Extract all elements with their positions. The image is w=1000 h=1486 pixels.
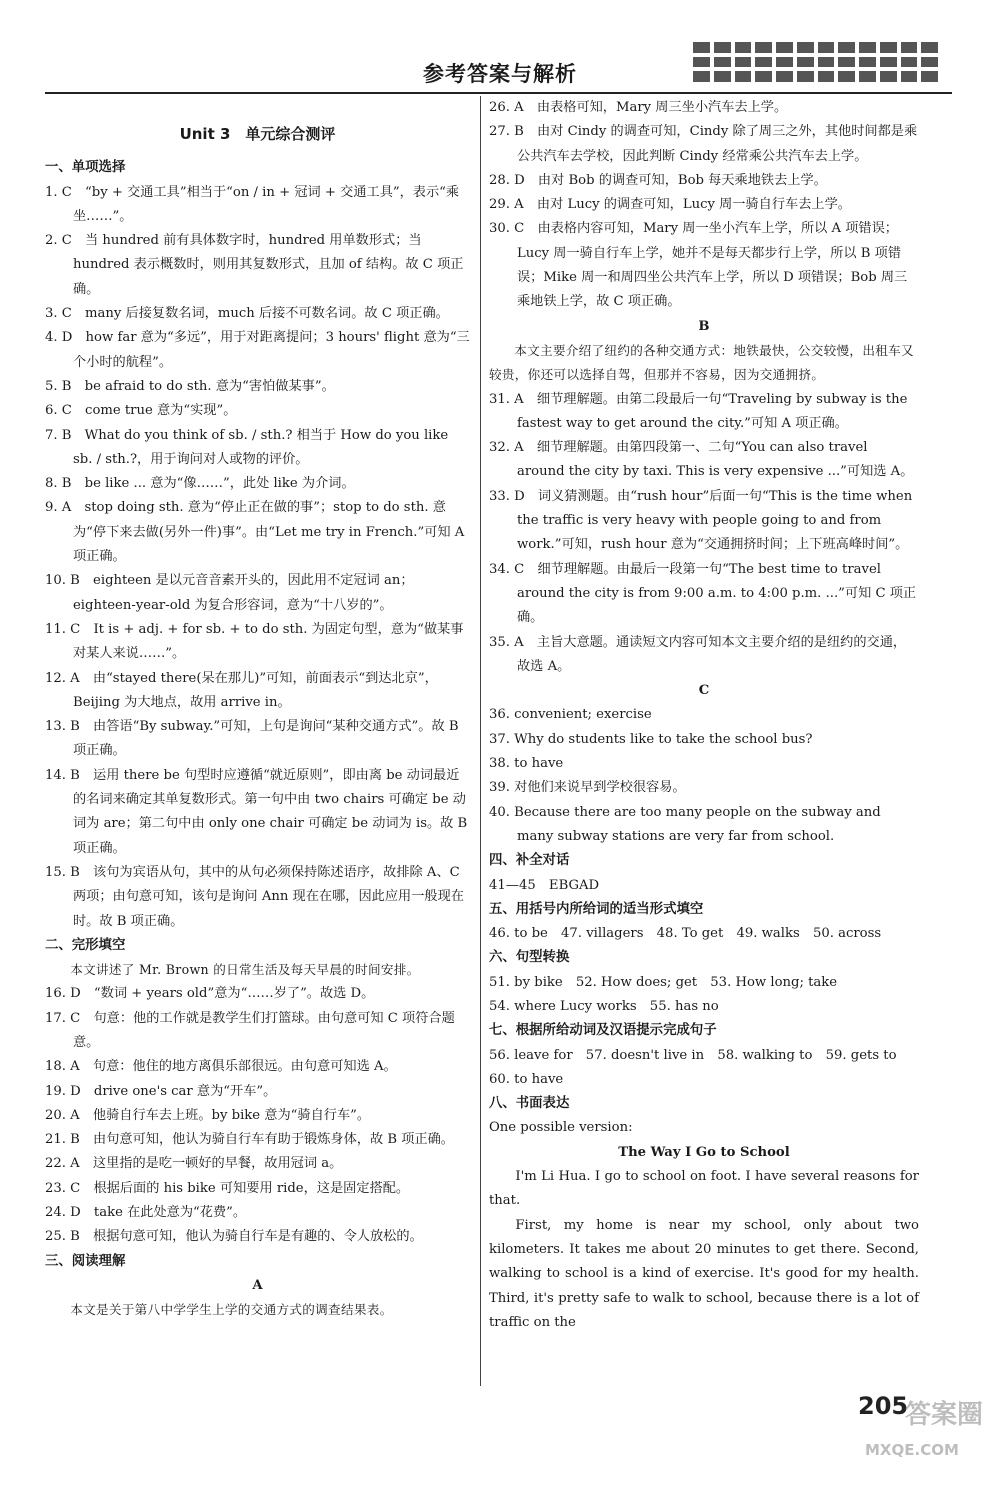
answer-line: 46. to be 47. villagers 48. To get 49. walks 50. across — [489, 926, 882, 942]
answer-item: 2. C 当 hundred 前有具体数字时，hundred 用单数形式；当 hundred 表示概数时，则用其复数形式，且加 of 结构。故 C 项正确。 — [45, 233, 464, 297]
answer-item: 32. A 细节理解题。由第四段第一、二句“You can also travel around the city by taxi. This is very expensive ...”可知选 A。 — [489, 440, 914, 480]
answer-item: 29. A 由对 Lucy 的调查可知，Lucy 周一骑自行车去上学。 — [489, 197, 851, 213]
answer-item: 31. A 细节理解题。由第二段最后一句“Traveling by subway is the fastest way to get around the city.”可知 A 项正确。 — [489, 391, 908, 431]
section-heading: 三、阅读理解 — [45, 1253, 126, 1269]
passage-summary: 本文讲述了 Mr. Brown 的日常生活及每天早晨的时间安排。 — [70, 962, 420, 978]
essay-title: The Way I Go to School — [618, 1144, 790, 1160]
answer-item: 35. A 主旨大意题。通读短文内容可知本文主要介绍的是纽约的交通，故选 A。 — [489, 634, 907, 674]
answer-item: 15. B 该句为宾语从句，其中的从句必须保持陈述语序，故排除 A、C 两项；由句意可知，该句是询问 Ann 现在在哪，因此应用一般现在时。故 B 项正确。 — [45, 864, 464, 929]
answer-item: 36. convenient; exercise — [489, 707, 652, 723]
answer-item: 12. A 由“stayed there(呆在那儿)”可知，前面表示“到达北京”，Beijing 为大地点，故用 arrive in。 — [45, 670, 438, 710]
essay-paragraph: I'm Li Hua. I go to school on foot. I have several reasons for that. — [489, 1169, 919, 1209]
section-heading: 二、完形填空 — [45, 937, 126, 953]
page-number: 205 — [858, 1392, 909, 1420]
section-heading: 八、书面表达 — [489, 1096, 570, 1112]
answer-item: 11. C It is + adj. + for sb. + to do sth. 为固定句型，意为“做某事对某人来说……”。 — [45, 621, 464, 662]
answer-item: 27. B 由对 Cindy 的调查可知，Cindy 除了周三之外，其他时间都是乘公共汽车去学校，因此判断 Cindy 经常乘公共汽车去上学。 — [489, 124, 918, 164]
answer-item: 19. D drive one's car 意为“开车”。 — [45, 1083, 277, 1099]
answer-item: 7. B What do you think of sb. / sth.? 相当于 How do you like sb. / sth.?，用于询问对人或物的评价。 — [45, 427, 449, 467]
watermark-url: MXQE.COM — [865, 1441, 959, 1459]
answer-item: 38. to have — [489, 756, 564, 772]
answer-item: 18. A 句意：他住的地方离俱乐部很远。由句意可知选 A。 — [45, 1059, 397, 1075]
answer-item: 34. C 细节理解题。由最后一段第一句“The best time to travel around the city is from 9:00 a.m. to 4:00 p.m. ...”可知 C 项正确。 — [489, 561, 917, 626]
answer-item: 22. A 这里指的是吃一顿好的早餐，故用冠词 a。 — [45, 1156, 343, 1172]
answer-item: 37. Why do students like to take the school bus? — [489, 731, 813, 747]
answer-item: 10. B eighteen 是以元音音素开头的，因此用不定冠词 an；eighteen-year-old 为复合形容词，意为“十八岁的”。 — [45, 573, 414, 613]
answer-item: 39. 对他们来说早到学校很容易。 — [489, 780, 686, 796]
column-divider — [480, 96, 481, 1386]
left-column — [45, 96, 470, 1323]
answer-item: 21. B 由句意可知，他认为骑自行车有助于锻炼身体，故 B 项正确。 — [45, 1132, 454, 1148]
right-column — [489, 96, 919, 1335]
answer-item: 4. D how far 意为“多远”，用于对距离提问；3 hours' flight 意为“三个小时的航程”。 — [45, 330, 470, 370]
answer-item: 13. B 由答语“By subway.”可知，上句是询问“某种交通方式”。故 B 项正确。 — [45, 719, 459, 759]
answer-line: 51. by bike 52. How does; get 53. How long; take — [489, 974, 838, 990]
passage-label: A — [252, 1277, 263, 1293]
passage-label: C — [698, 683, 710, 699]
watermark-logo-text: 答案圈 — [905, 1400, 984, 1430]
essay-paragraph: First, my home is near my school, only about two kilometers. It takes me about 20 minutes to get there. Second, walking to school is a kind of exercise. It's good for my health. Third, it's pretty safe to walk to school, because there is a lot of traffic on the — [489, 1217, 919, 1330]
answer-item: 23. C 根据后面的 his bike 可知要用 ride，这是固定搭配。 — [45, 1180, 410, 1196]
answer-line: 41—45 EBGAD — [489, 877, 600, 893]
page-header-title: 参考答案与解析 — [423, 62, 577, 86]
section-heading: 一、单项选择 — [45, 160, 126, 176]
answer-item: 26. A 由表格可知，Mary 周三坐小汽车去上学。 — [489, 100, 788, 115]
version-label: One possible version: — [489, 1120, 633, 1136]
answer-item: 5. B be afraid to do sth. 意为“害怕做某事”。 — [45, 378, 335, 394]
answer-item: 30. C 由表格内容可知，Mary 周一坐小汽车上学，所以 A 项错误；Lucy 周一骑自行车上学，她并不是每天都步行上学，所以 B 项错误；Mike 周一和周四坐公共汽车上学，所以 D 项错误；Bob 周三乘地铁上学，故 C 项正确。 — [489, 221, 908, 310]
passage-label: B — [698, 318, 710, 334]
header-rule — [45, 92, 952, 94]
answer-item: 8. B be like ... 意为“像……”，此处 like 为介词。 — [45, 476, 355, 492]
answer-item: 28. D 由对 Bob 的调查可知，Bob 每天乘地铁去上学。 — [489, 172, 827, 188]
answer-line: 56. leave for 57. doesn't live in 58. walking to 59. gets to — [489, 1047, 897, 1063]
answer-item: 14. B 运用 there be 句型时应遵循“就近原则”，即由离 be 动词最近的名词来确定其单复数形式。第一句中由 two chairs 可确定 be 动词为 are；第二句中由 only one chair 可确定 be 动词为 is。故 B 项正确。 — [45, 767, 468, 856]
answer-item: 40. Because there are too many people on the subway and many subway stations are very far from school. — [489, 804, 881, 844]
answer-item: 33. D 词义猜测题。由“rush hour”后面一句“This is the time when the traffic is very heavy with people going to and from work.”可知，rush hour 意为“交通拥挤时间；上下班高峰时间”。 — [489, 488, 913, 553]
answer-item: 16. D “数词 + years old”意为“……岁了”。故选 D。 — [45, 986, 375, 1002]
answer-item: 6. C come true 意为“实现”。 — [45, 403, 237, 419]
answer-item: 25. B 根据句意可知，他认为骑自行车是有趣的、令人放松的。 — [45, 1229, 423, 1245]
answer-item: 20. A 他骑自行车去上班。by bike 意为“骑自行车”。 — [45, 1107, 371, 1123]
passage-summary: 本文是关于第八中学学生上学的交通方式的调查结果表。 — [70, 1302, 393, 1318]
unit-title: Unit 3 单元综合测评 — [179, 125, 336, 143]
answer-line: 60. to have — [489, 1071, 564, 1087]
answer-item: 3. C many 后接复数名词，much 后接不可数名词。故 C 项正确。 — [45, 306, 449, 322]
answer-item: 9. A stop doing sth. 意为“停止正在做的事”；stop to do sth. 意为“停下来去做(另外一件)事”。由“Let me try in French.”可知 A 项正确。 — [45, 500, 465, 565]
section-heading: 四、补全对话 — [489, 853, 570, 869]
passage-summary: 本文主要介绍了纽约的各种交通方式：地铁最快，公交较慢，出租车又较贵，你还可以选择自驾，但那并不容易，因为交通拥挤。 — [489, 342, 914, 383]
answer-item: 24. D take 在此处意为“花费”。 — [45, 1205, 247, 1221]
answer-item: 17. C 句意：他的工作就是教学生们打篮球。由句意可知 C 项符合题意。 — [45, 1010, 455, 1050]
answer-line: 54. where Lucy works 55. has no — [489, 998, 719, 1014]
section-heading: 五、用括号内所给词的适当形式填空 — [489, 901, 704, 917]
section-heading: 六、句型转换 — [489, 950, 570, 966]
section-heading: 七、根据所给动词及汉语提示完成句子 — [489, 1023, 717, 1039]
answer-item: 1. C “by + 交通工具”相当于“on / in + 冠词 + 交通工具”，表示“乘坐……”。 — [45, 184, 460, 224]
